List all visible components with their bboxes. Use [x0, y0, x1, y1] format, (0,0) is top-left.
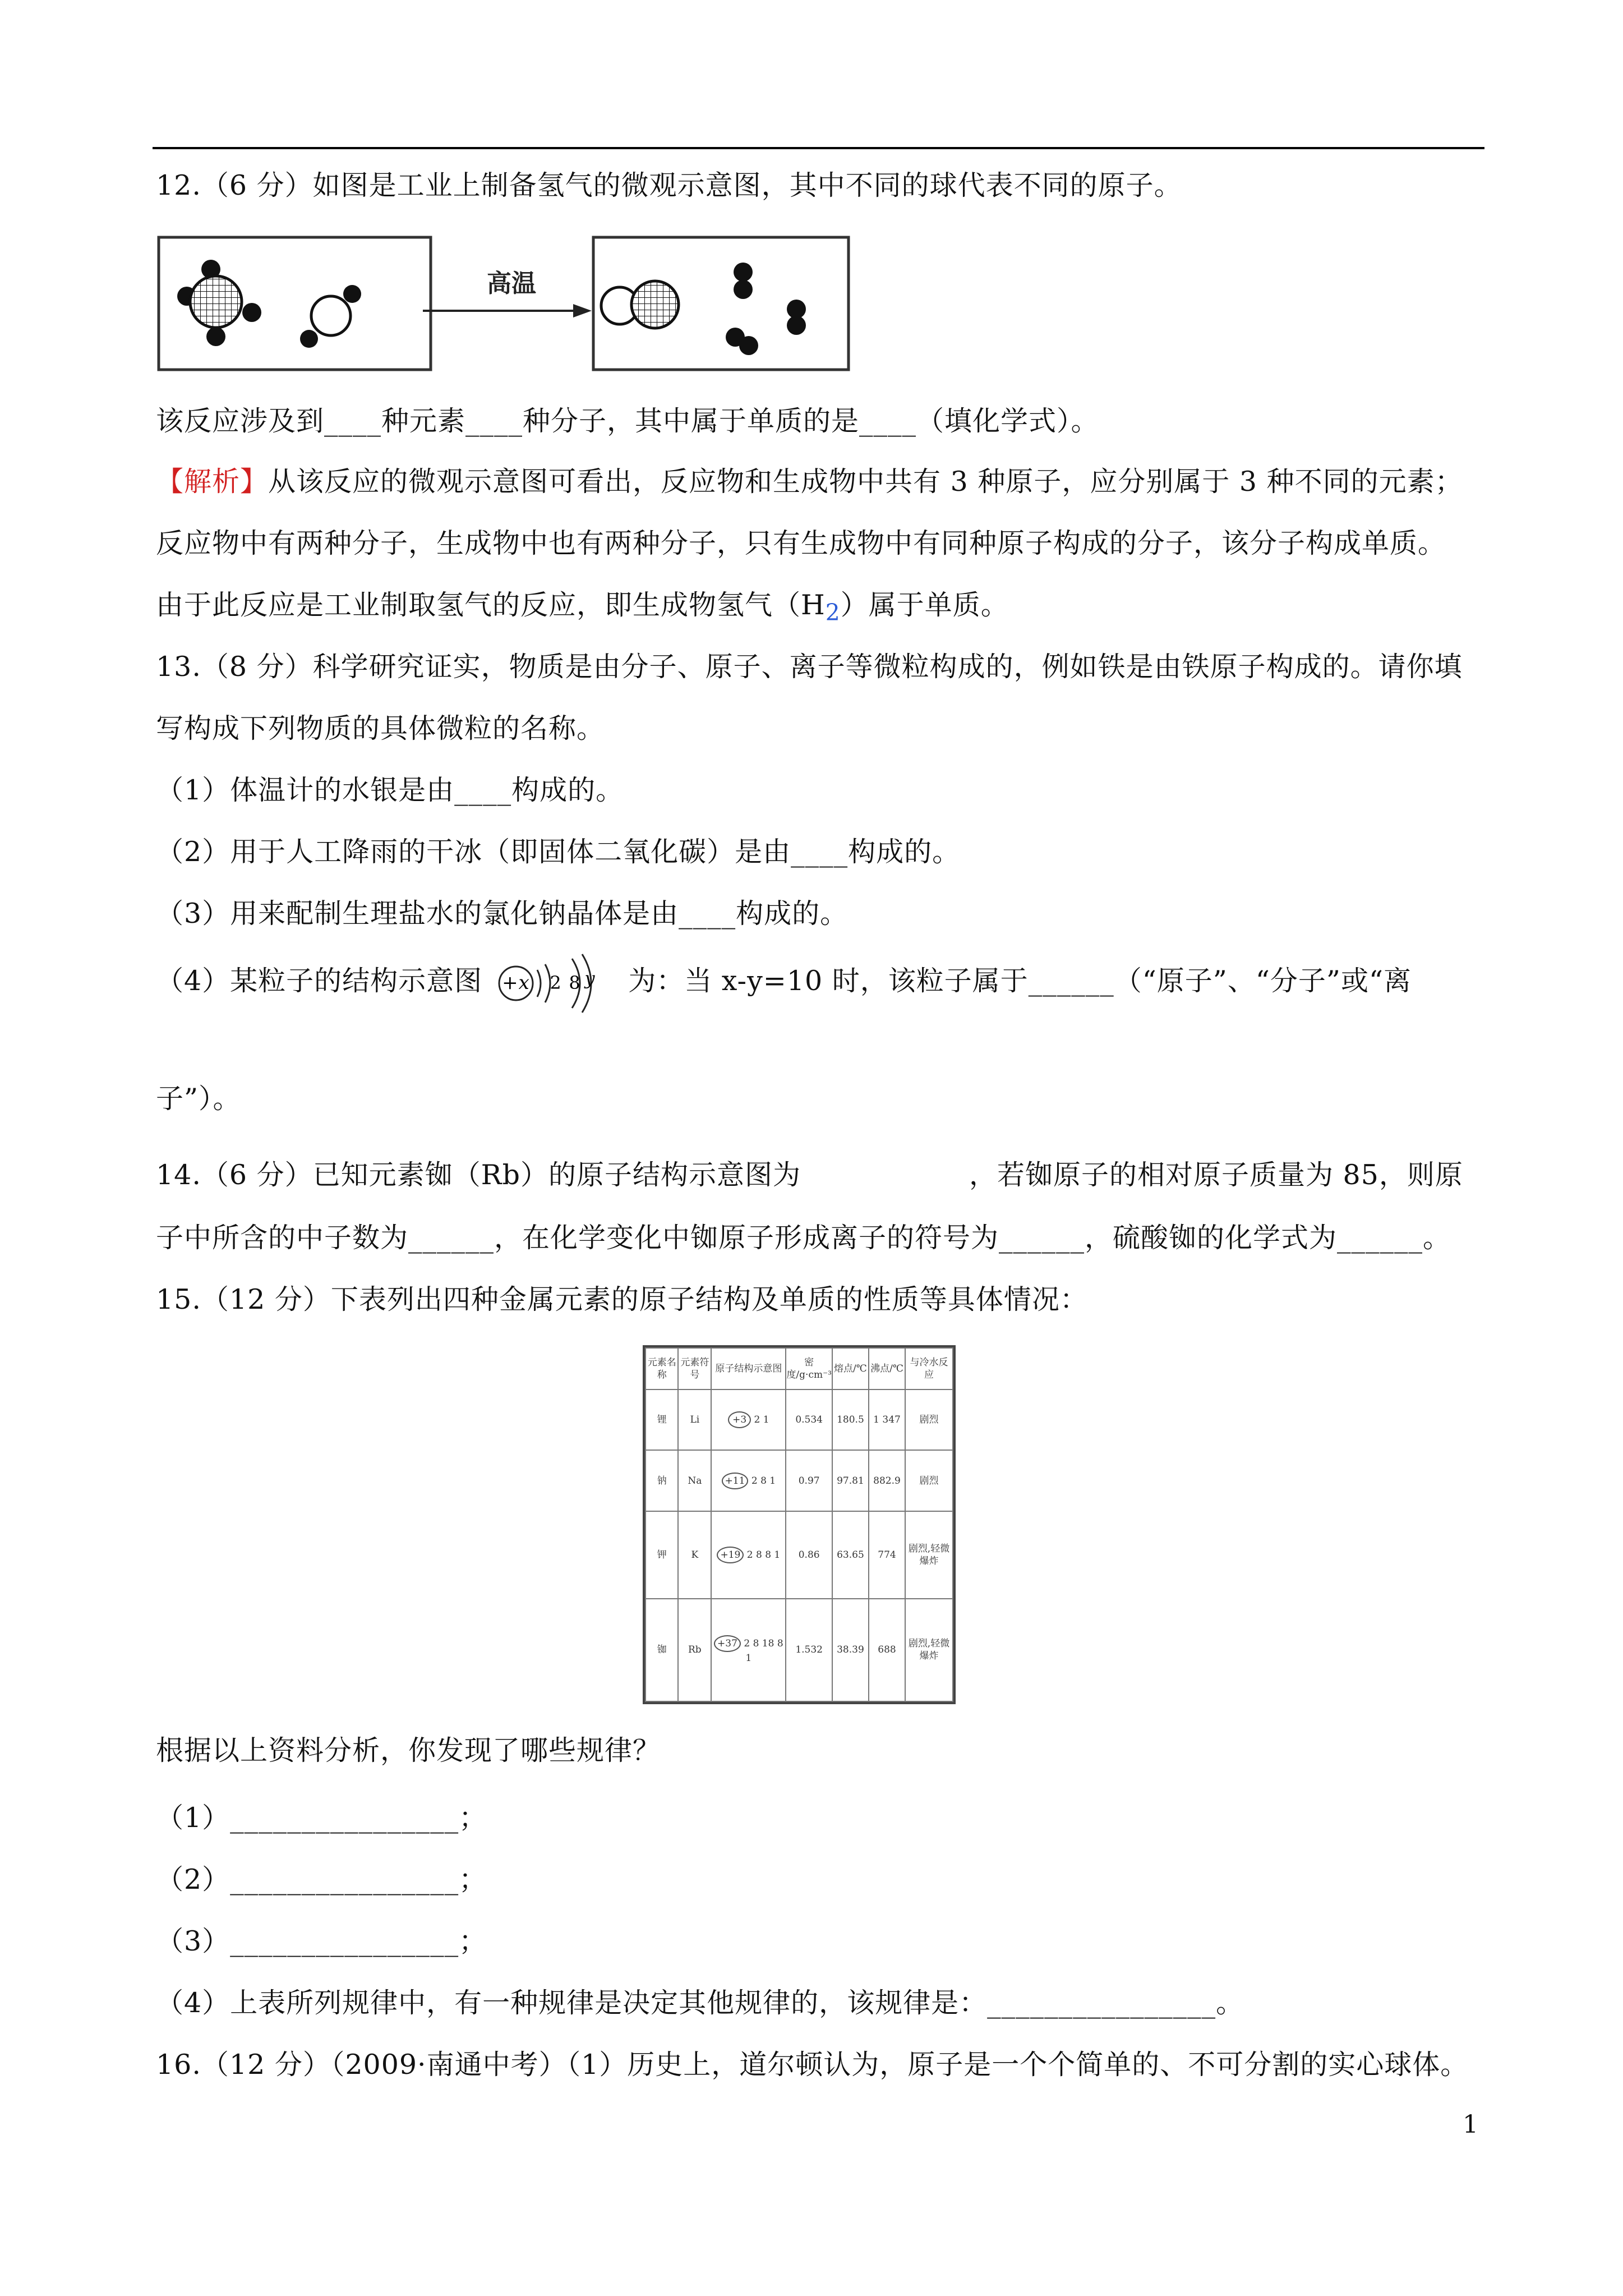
shell-numbers: 2 1: [754, 1414, 769, 1426]
table-row: 锂 Li +3 2 1 0.534 180.5 1 347 剧烈: [645, 1389, 953, 1450]
q12-analysis-line-3: [156, 588, 1491, 630]
header-cell: 与冷水反应: [905, 1348, 953, 1389]
particle-structure-diagram: [494, 950, 611, 1017]
metals-table: [643, 1345, 956, 1704]
carbon-monoxide-molecule: [601, 281, 679, 328]
shell-2: 8: [569, 972, 581, 993]
q15-answer-3: （3）________________；: [156, 1925, 487, 1957]
q12-analysis-line-2: 反应物中有两种分子，生成物中也有两种分子，只有生成物中有同种原子构成的分子，该分子构成单质。: [156, 527, 1446, 559]
shell-numbers: 2 8 18 8 1: [744, 1638, 783, 1664]
header-cell: 原子结构示意图: [711, 1348, 786, 1389]
shell-3: y: [584, 967, 596, 989]
item4-text-a: （4）某粒子的结构示意图: [156, 965, 483, 997]
header-rule: [153, 147, 1484, 149]
q12-title: 12.（6 分）如图是工业上制备氢气的微观示意图，其中不同的球代表不同的原子。: [156, 169, 1182, 201]
header-cell: 元素符号: [678, 1348, 711, 1389]
q13-item-3: （3）用来配制生理盐水的氯化钠晶体是由____构成的。: [156, 898, 849, 930]
header-cell: 元素名称: [645, 1348, 678, 1389]
analysis-text-3a: 由于此反应是工业制取氢气的反应，即生成物氢气（H: [156, 589, 826, 621]
shell-numbers: 2 8 8 1: [746, 1549, 781, 1561]
analysis-text-3b: ）属于单质。: [840, 589, 1009, 621]
table-row: 钠 Na +11 2 8 1 0.97 97.81 882.9 剧烈: [645, 1450, 953, 1511]
nucleus-circle: +19: [717, 1547, 744, 1563]
arrow-label: 高温: [487, 269, 536, 298]
q16-line-1: 16.（12 分）（2009·南通中考）（1）历史上，道尔顿认为，原子是一个个简单的、不可分割的实心球体。: [156, 2049, 1469, 2081]
item4-text-b: 为：当 x-y=10 时，该粒子属于______（“原子”、“分子”或“离: [628, 965, 1412, 997]
nucleus-label: +x: [502, 971, 531, 994]
q14-line-2: 子中所含的中子数为______，在化学变化中铷原子形成离子的符号为______，硫酸铷的化学式为______。: [156, 1222, 1451, 1254]
header-cell: 熔点/℃: [832, 1348, 869, 1389]
q12-analysis-line-1: [156, 464, 1491, 499]
q15-answer-2: （2）________________；: [156, 1864, 487, 1895]
q13-title-2: 写构成下列物质的具体微粒的名称。: [156, 712, 605, 744]
nucleus-circle: +11: [722, 1473, 749, 1489]
q15-title: 15.（12 分）下表列出四种金属元素的原子结构及单质的性质等具体情况：: [156, 1283, 1088, 1315]
nucleus-circle: +37: [714, 1635, 741, 1652]
shell-numbers: 2 8 1: [751, 1475, 776, 1487]
q13-item-1: （1）体温计的水银是由____构成的。: [156, 774, 624, 806]
analysis-text-1: 从该反应的微观示意图可看出，反应物和生成物中共有 3 种原子，应分别属于 3 种不同的元素；: [268, 466, 1463, 498]
shell-1: 2: [550, 972, 562, 993]
q15-answer-1: （1）________________；: [156, 1802, 487, 1834]
q15-prompt: 根据以上资料分析，你发现了哪些规律？: [156, 1734, 661, 1766]
page-number: 1: [1463, 2110, 1478, 2139]
h2-subscript: 2: [825, 599, 841, 626]
q14-line-1: [156, 1158, 1491, 1193]
table-row: 钾 K +19 2 8 8 1 0.86 63.65 774 剧烈,轻微爆炸: [645, 1511, 953, 1599]
q13-item-4-end: 子”）。: [156, 1083, 241, 1115]
q13-title-1: 13.（8 分）科学研究证实，物质是由分子、原子、离子等微粒构成的，例如铁是由铁原子构成的。请你填: [156, 651, 1463, 683]
q15-answer-4: （4）上表所列规律中，有一种规律是决定其他规律的，该规律是：________________。: [156, 1987, 1244, 2019]
reaction-diagram: [157, 236, 852, 376]
q12-fill-line: 该反应涉及到____种元素____种分子，其中属于单质的是____（填化学式）。: [156, 405, 1099, 437]
q14-text-a: 14.（6 分）已知元素铷（Rb）的原子结构示意图为: [156, 1159, 801, 1191]
q13-item-4: [156, 964, 1491, 1000]
table-row: 铷 Rb +37 2 8 18 8 1 1.532 38.39 688 剧烈,轻微爆炸: [645, 1599, 953, 1701]
header-cell: 密度/g·cm⁻³: [786, 1348, 832, 1389]
header-cell: 沸点/℃: [869, 1348, 905, 1389]
q13-item-2: （2）用于人工降雨的干冰（即固体二氧化碳）是由____构成的。: [156, 836, 961, 868]
analysis-tag: 【解析】: [156, 466, 269, 498]
nucleus-circle: +3: [728, 1411, 751, 1428]
q14-text-b: ，若铷原子的相对原子质量为 85，则原: [969, 1159, 1463, 1191]
table-header-row: [645, 1348, 953, 1389]
